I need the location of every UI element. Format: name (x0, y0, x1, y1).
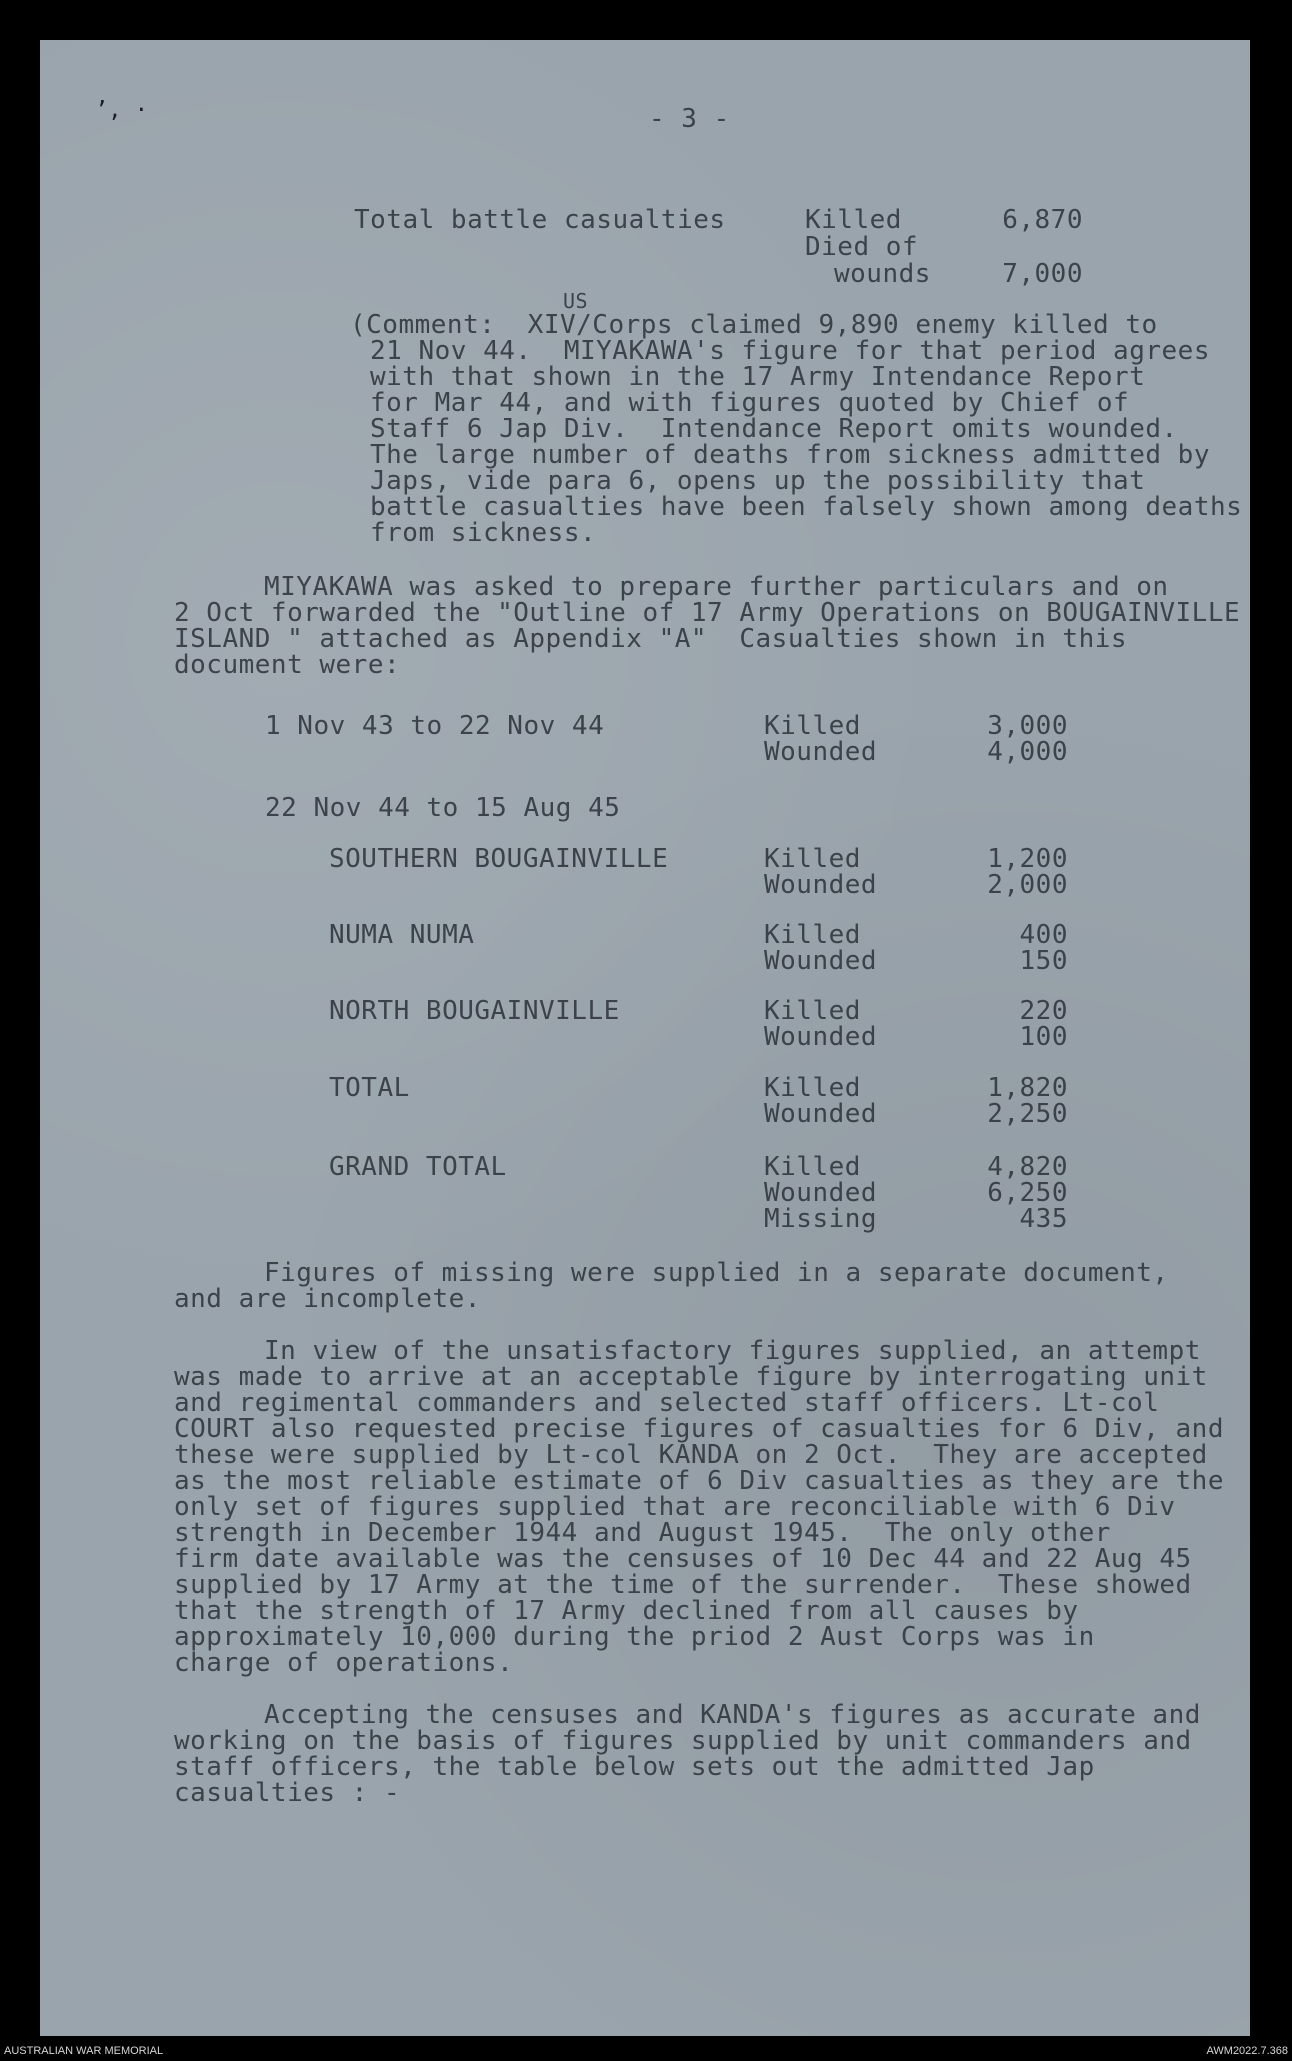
group-name: SOUTHERN BOUGAINVILLE (329, 844, 669, 874)
comment-line: with that shown in the 17 Army Intendance Report (370, 362, 1146, 392)
paragraph-line: approximately 10,000 during the priod 2 Aust Corps was in (174, 1622, 1095, 1652)
paragraph-line: 2 Oct forwarded the "Outline of 17 Army Operations on BOUGAINVILLE (174, 598, 1241, 628)
comment-line: Staff 6 Jap Div. Intendance Report omits wounded. (370, 414, 1178, 444)
paragraph-line: only set of figures supplied that are reconciliable with 6 Div (174, 1492, 1176, 1522)
paragraph-line: In view of the unsatisfactory figures supplied, an attempt (264, 1336, 1201, 1366)
group-killed-label: Killed (764, 844, 861, 874)
group-name: TOTAL (329, 1073, 410, 1103)
footer-right: AWM2022.7.368 (1206, 2045, 1288, 2057)
group-killed-value: 1,820 (987, 1073, 1068, 1103)
group-missing-value: 435 (1019, 1204, 1068, 1234)
group-wounded-label: Wounded (764, 1178, 878, 1208)
paragraph-line: staff officers, the table below sets out the admitted Jap (174, 1752, 1095, 1782)
intro-killed-value: 6,870 (1002, 205, 1083, 235)
group-name: GRAND TOTAL (329, 1152, 507, 1182)
paragraph-line: Figures of missing were supplied in a separate document, (264, 1258, 1169, 1288)
group-wounded-value: 100 (1019, 1022, 1068, 1052)
group-killed-value: 4,820 (987, 1152, 1068, 1182)
comment-line: (Comment: XIV/Corps claimed 9,890 enemy killed to (350, 310, 1158, 340)
paragraph-line: firm date available was the censuses of 10 Dec 44 and 22 Aug 45 (174, 1544, 1192, 1574)
corner-mark: ’‚ · (95, 98, 148, 123)
group-missing-label: Missing (764, 1204, 878, 1234)
paragraph-line: these were supplied by Lt-col KANDA on 2 Oct. They are accepted (174, 1440, 1208, 1470)
group-wounded-label: Wounded (764, 946, 878, 976)
comment-line: Japs, vide para 6, opens up the possibility that (370, 466, 1146, 496)
paragraph-line: supplied by 17 Army at the time of the surrender. These showed (174, 1570, 1192, 1600)
period-1-wounded-label: Wounded (764, 737, 878, 767)
intro-killed-label: Killed (805, 205, 902, 235)
page-number: - 3 - (649, 104, 730, 134)
paragraph-line: charge of operations. (174, 1648, 514, 1678)
paragraph-line: ISLAND " attached as Appendix "A" Casualties shown in this (174, 624, 1128, 654)
comment-line: 21 Nov 44. MIYAKAWA's figure for that period agrees (370, 336, 1210, 366)
period-1-killed-label: Killed (764, 711, 861, 741)
document-page (40, 40, 1250, 2036)
paragraph-line: was made to arrive at an acceptable figure by interrogating unit (174, 1362, 1208, 1392)
paragraph-line: working on the basis of figures supplied by unit commanders and (174, 1726, 1192, 1756)
comment-line: The large number of deaths from sickness admitted by (370, 440, 1210, 470)
group-wounded-value: 150 (1019, 946, 1068, 976)
group-wounded-value: 2,000 (987, 870, 1068, 900)
group-killed-label: Killed (764, 920, 861, 950)
period-1-wounded-value: 4,000 (987, 737, 1068, 767)
period-1-label: 1 Nov 43 to 22 Nov 44 (265, 711, 605, 741)
group-wounded-label: Wounded (764, 1022, 878, 1052)
intro-wounds-label: wounds (834, 259, 931, 289)
group-killed-value: 400 (1019, 920, 1068, 950)
paragraph-line: and regimental commanders and selected staff officers. Lt-col (174, 1388, 1160, 1418)
comment-line: battle casualties have been falsely shown among deaths (370, 492, 1243, 522)
paragraph-line: as the most reliable estimate of 6 Div casualties as they are the (174, 1466, 1224, 1496)
group-killed-label: Killed (764, 996, 861, 1026)
group-wounded-value: 2,250 (987, 1099, 1068, 1129)
intro-died-of-label: Died of (805, 232, 919, 262)
group-wounded-label: Wounded (764, 1099, 878, 1129)
group-name: NUMA NUMA (329, 920, 475, 950)
us-insert: US (563, 289, 589, 313)
group-killed-label: Killed (764, 1073, 861, 1103)
paragraph-line: COURT also requested precise figures of casualties for 6 Div, and (174, 1414, 1224, 1444)
total-battle-casualties-label: Total battle casualties (354, 205, 726, 235)
paragraph-line: Accepting the censuses and KANDA's figures as accurate and (264, 1700, 1201, 1730)
group-wounded-value: 6,250 (987, 1178, 1068, 1208)
group-name: NORTH BOUGAINVILLE (329, 996, 620, 1026)
period-2-label: 22 Nov 44 to 15 Aug 45 (265, 793, 621, 823)
paragraph-line: casualties : - (174, 1778, 401, 1808)
comment-line: from sickness. (370, 518, 597, 548)
group-killed-value: 1,200 (987, 844, 1068, 874)
comment-line: for Mar 44, and with figures quoted by Chief of (370, 388, 1130, 418)
footer-left: AUSTRALIAN WAR MEMORIAL (4, 2045, 164, 2057)
paragraph-line: that the strength of 17 Army declined from all causes by (174, 1596, 1079, 1626)
group-wounded-label: Wounded (764, 870, 878, 900)
group-killed-value: 220 (1019, 996, 1068, 1026)
paragraph-line: MIYAKAWA was asked to prepare further particulars and on (264, 572, 1169, 602)
paragraph-line: strength in December 1944 and August 1945. The only other (174, 1518, 1111, 1548)
paragraph-line: document were: (174, 650, 401, 680)
intro-wounds-value: 7,000 (1002, 259, 1083, 289)
group-killed-label: Killed (764, 1152, 861, 1182)
period-1-killed-value: 3,000 (987, 711, 1068, 741)
paragraph-line: and are incomplete. (174, 1284, 481, 1314)
